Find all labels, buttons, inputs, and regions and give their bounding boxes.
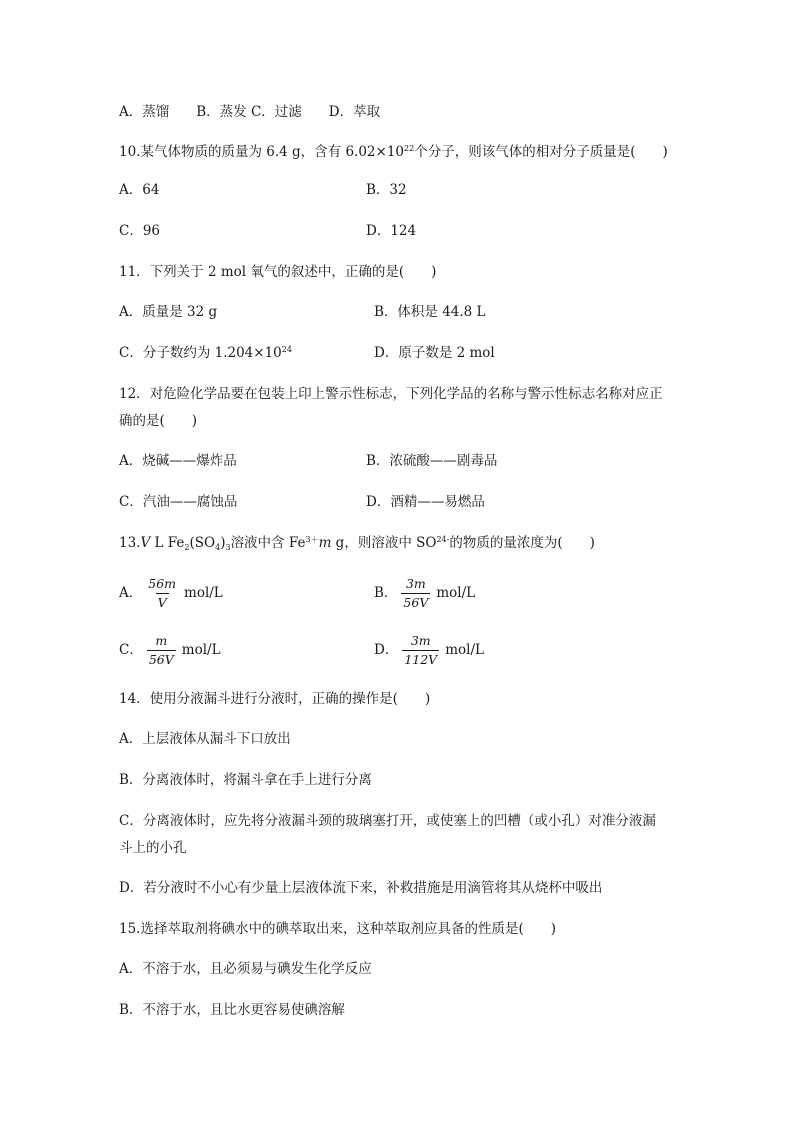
q13-var-v: V bbox=[140, 535, 151, 551]
q13-fe: L Fe bbox=[150, 535, 185, 551]
q13-sup-charge bbox=[436, 535, 449, 544]
q13-d-unit: mol/L bbox=[445, 642, 484, 658]
q13-d-denominator: 112V bbox=[404, 652, 438, 667]
q13-number: 13. bbox=[119, 535, 141, 551]
q12-option-a: A．烧碱——爆炸品 bbox=[119, 453, 237, 469]
q13-b-denominator: 56V bbox=[403, 595, 429, 610]
q13-b-unit: mol/L bbox=[436, 585, 476, 601]
q13-c-denominator: 56V bbox=[148, 652, 174, 667]
q13-g-text: g，则溶液中 SO bbox=[331, 535, 437, 551]
q10-option-a: A．64 bbox=[119, 182, 160, 198]
q15-option-b: B．不溶于水，且比水更容易使碘溶解 bbox=[119, 1002, 345, 1018]
q12-option-c: C．汽油——腐蚀品 bbox=[119, 494, 238, 510]
q11-option-a: A．质量是 32 g bbox=[119, 304, 218, 320]
q13-d-fraction bbox=[402, 634, 439, 667]
q13-c-numerator: m bbox=[155, 633, 168, 648]
q12-stem-line1: 12．对危险化学品要在包装上印上警示性标志，下列化学品的名称与警示性标志名称对应正 bbox=[119, 386, 663, 402]
q13-option-b bbox=[374, 574, 475, 612]
q15-option-a: A．不溶于水，且必须易与碘发生化学反应 bbox=[119, 961, 372, 977]
q10-exponent: 22 bbox=[404, 144, 415, 153]
q14-option-b: B．分离液体时，将漏斗拿在手上进行分离 bbox=[119, 772, 372, 788]
q13-stem bbox=[119, 534, 595, 552]
q15-stem: 15.选择萃取剂将碘水中的碘萃取出来，这种萃取剂应具备的性质是( ) bbox=[119, 921, 557, 937]
q13-d-numerator: 3m bbox=[410, 633, 431, 648]
q13-c-label: C． bbox=[119, 642, 143, 658]
q11-option-b: B．体积是 44.8 L bbox=[374, 304, 486, 320]
q13-option-d bbox=[374, 631, 484, 669]
q10-option-c: C．96 bbox=[119, 223, 161, 239]
q13-sup-4minus: 4- bbox=[441, 535, 450, 544]
q10-option-d: D．124 bbox=[366, 223, 417, 239]
q13-a-fraction bbox=[146, 577, 178, 610]
q9-options: A．蒸馏 B．蒸发 C．过滤 D．萃取 bbox=[119, 104, 381, 120]
q14-stem: 14．使用分液漏斗进行分液时，正确的操作是( ) bbox=[119, 691, 431, 707]
q12-stem-line2: 确的是( ) bbox=[119, 413, 198, 429]
q13-a-denominator: V bbox=[157, 595, 167, 610]
q13-sup-2: 2 bbox=[436, 535, 442, 544]
q10-stem bbox=[119, 143, 668, 161]
q13-sub-4: 4 bbox=[215, 543, 221, 552]
q13-d-label: D． bbox=[374, 642, 399, 658]
q13-mid-text: 溶液中含 Fe bbox=[230, 535, 306, 551]
q13-sup-3plus: 3＋ bbox=[305, 535, 319, 544]
q12-option-b: B．浓硫酸——剧毒品 bbox=[366, 453, 498, 469]
q13-a-unit: mol/L bbox=[184, 585, 223, 601]
q13-paren: ) bbox=[220, 535, 226, 551]
q12-option-d: D．酒精——易燃品 bbox=[366, 494, 485, 510]
q11-option-c bbox=[119, 344, 292, 362]
q11-exponent: 24 bbox=[281, 345, 292, 354]
q14-option-d: D．若分液时不小心有少量上层液体流下来，补救措施是用滴管将其从烧杯中吸出 bbox=[119, 880, 603, 896]
q13-b-numerator: 3m bbox=[405, 576, 426, 591]
q10-stem-post: 个分子，则该气体的相对分子质量是( ) bbox=[414, 144, 668, 160]
q14-option-c-line2: 斗上的小孔 bbox=[119, 840, 187, 856]
q13-a-label: A． bbox=[119, 585, 143, 601]
q11-option-c-text: C．分子数约为 1.204×10 bbox=[119, 345, 282, 361]
q14-option-c-line1: C．分离液体时，应先将分液漏斗颈的玻璃塞打开，或使塞上的凹槽（或小孔）对准分液漏 bbox=[119, 813, 656, 829]
q10-stem-pre: 10.某气体物质的质量为 6.4 g，含有 6.02×10 bbox=[119, 144, 405, 160]
q13-so4: (SO bbox=[189, 535, 216, 551]
q13-var-m: m bbox=[318, 535, 332, 551]
q13-sub-3: 3 bbox=[225, 543, 231, 552]
q13-c-unit: mol/L bbox=[181, 642, 221, 658]
q14-option-a: A．上层液体从漏斗下口放出 bbox=[119, 731, 291, 747]
q13-tail: 的物质的量浓度为( ) bbox=[449, 535, 595, 551]
q13-a-numerator: 56m bbox=[148, 576, 177, 591]
q13-option-a bbox=[119, 574, 223, 612]
q13-option-c bbox=[119, 631, 221, 669]
q11-stem: 11．下列关于 2 mol 氧气的叙述中，正确的是( ) bbox=[119, 264, 437, 280]
q13-c-fraction bbox=[147, 634, 176, 667]
q13-b-label: B． bbox=[374, 585, 398, 601]
q10-option-b: B．32 bbox=[366, 182, 407, 198]
q13-sub-2: 2 bbox=[184, 543, 190, 552]
q13-b-fraction bbox=[401, 577, 430, 610]
q11-option-d: D．原子数是 2 mol bbox=[374, 345, 495, 361]
